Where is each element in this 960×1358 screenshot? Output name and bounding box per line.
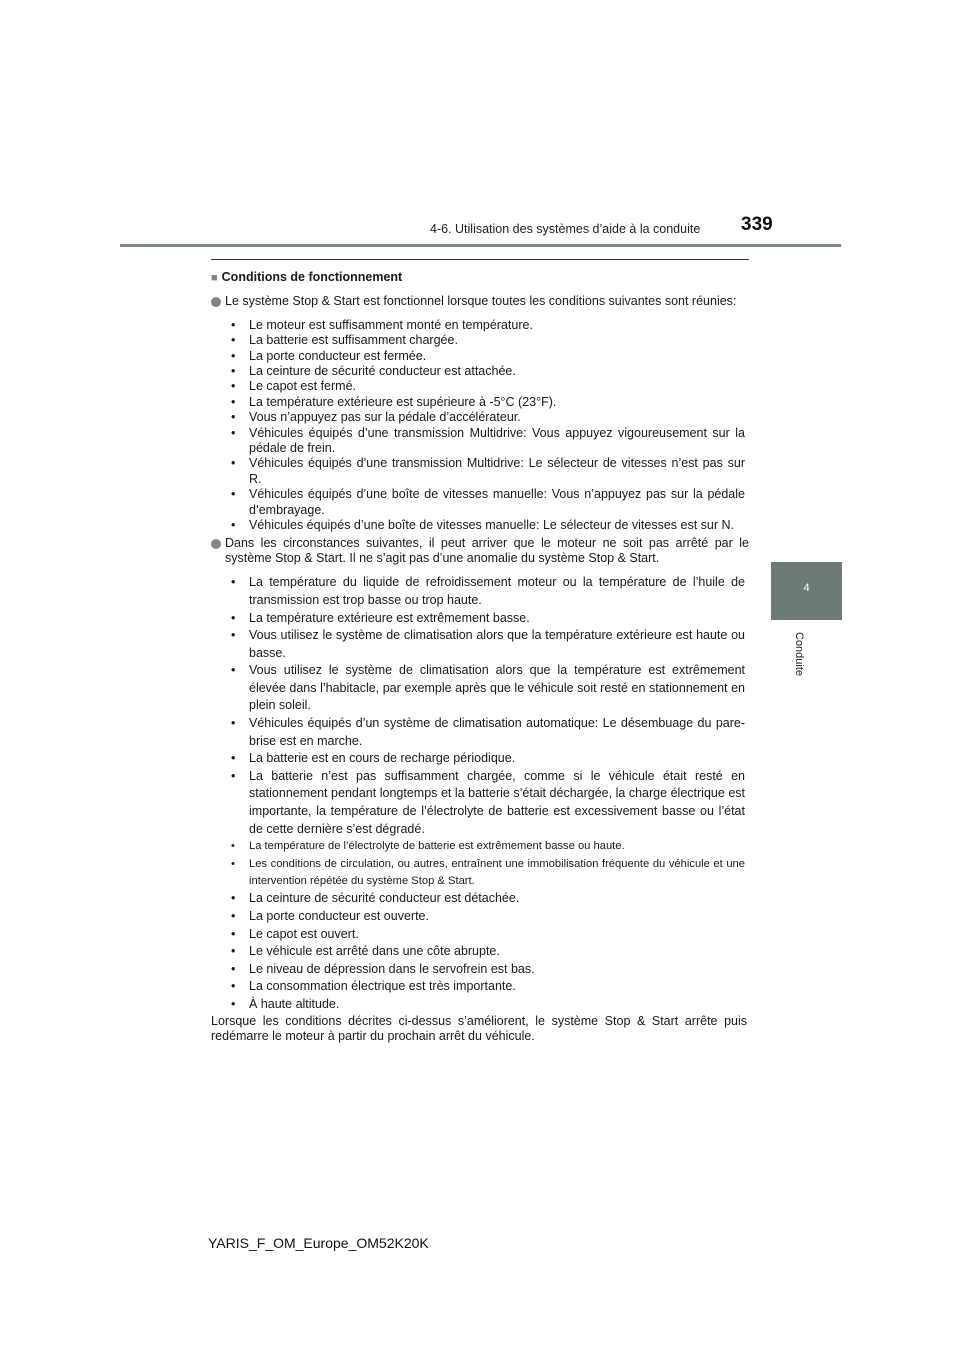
chapter-label: Conduite (793, 632, 805, 677)
list-item: • La ceinture de sécurité conducteur est attachée. (231, 364, 516, 379)
list-item: • La température du liquide de refroidissement moteur ou la température de l’huile de transmission est trop basse ou trop haute. (231, 575, 745, 607)
circle-bullet-icon (211, 539, 221, 549)
section-title: 4-6. Utilisation des systèmes d’aide à la conduite (430, 222, 701, 236)
closing-paragraph: Lorsque les conditions décrites ci-dessus s’améliorent, le système Stop & Start arrête puis redémarre le moteur à partir du prochain arrêt du véhicule. (211, 1013, 747, 1043)
chapter-number: 4 (803, 582, 810, 594)
list-item: • Véhicules équipés d’une boîte de vitesses manuelle: Vous n’appuyez pas sur la pédale d’embrayage. (231, 487, 745, 517)
list-item: • La batterie est en cours de recharge périodique. (231, 751, 516, 766)
heading-text: Conditions de fonctionnement (221, 270, 403, 284)
list-item: • La température de l’électrolyte de batterie est extrêmement basse ou haute. (231, 840, 625, 853)
exceptions-list (211, 574, 749, 1013)
chapter-tab (771, 562, 842, 620)
list-item: • Les conditions de circulation, ou autres, entraînent une immobilisation fréquente du véhicule et une intervention répétée du système Stop & Start. (231, 857, 745, 888)
list-item: • Le niveau de dépression dans le servofrein est bas. (231, 961, 535, 976)
header-rule (120, 244, 841, 247)
list-item: • Véhicules équipés d’une transmission Multidrive: Vous appuyez vigoureusement sur la pédale de frein. (231, 425, 745, 456)
paragraph-text: Dans les circonstances suivantes, il peut arriver que le moteur ne soit pas arrêté par le système Stop & Start. Il ne s’agit pas d’une anomalie du système Stop & Start. (225, 535, 749, 565)
list-item: • Vous utilisez le système de climatisation alors que la température extérieure est haute ou basse. (231, 628, 745, 660)
paragraph-conditions (211, 294, 749, 309)
list-item: • À haute altitude. (231, 997, 340, 1011)
list-item: • Le capot est fermé. (231, 379, 357, 394)
list-item: • La température extérieure est extrêmement basse. (231, 610, 530, 625)
circle-bullet-icon (211, 297, 221, 307)
paragraph-exceptions (211, 536, 749, 567)
paragraph-text: Le système Stop & Start est fonctionnel lorsque toutes les conditions suivantes sont réunies: (225, 294, 737, 309)
section-heading (211, 270, 749, 286)
list-item: • La porte conducteur est ouverte. (231, 909, 429, 924)
document-code: YARIS_F_OM_Europe_OM52K20K (208, 1235, 429, 1251)
list-item: • La batterie n’est pas suffisamment chargée, comme si le véhicule était resté en stationnement pendant longtemps et la batterie s’était déchargée, la charge électrique est importante, la température de l’électrolyte de batterie est excessivement basse ou l’état de cette dernière s’est dégradé. (231, 768, 745, 836)
list-item: • La porte conducteur est fermée. (231, 348, 427, 363)
list-item: • Véhicules équipés d’un système de climatisation automatique: Le désembuage du pare-brise est en marche. (231, 716, 745, 748)
page-number: 339 (741, 214, 773, 235)
list-item: • Le moteur est suffisamment monté en température. (231, 317, 533, 332)
list-item: • Véhicules équipés d’une boîte de vitesses manuelle: Le sélecteur de vitesses est sur N. (231, 518, 734, 533)
list-item: • La batterie est suffisamment chargée. (231, 333, 458, 348)
square-bullet-icon: ■ (211, 272, 218, 284)
list-item: • Le véhicule est arrêté dans une côte abrupte. (231, 944, 500, 959)
list-item: • Vous utilisez le système de climatisation alors que la température est extrêmement élevée dans l’habitacle, par exemple après que le véhicule soit resté en stationnement en plein soleil. (231, 663, 745, 713)
content-rule (211, 259, 749, 260)
list-item: • Véhicules équipés d’une transmission Multidrive: Le sélecteur de vitesses n’est pas sur R. (231, 456, 745, 486)
list-item: • Vous n’appuyez pas sur la pédale d’accélérateur. (231, 410, 521, 425)
list-item: • La température extérieure est supérieure à -5°C (23°F). (231, 394, 557, 409)
list-item: • La consommation électrique est très importante. (231, 979, 516, 994)
list-item: • La ceinture de sécurité conducteur est détachée. (231, 891, 520, 906)
conditions-list (211, 318, 749, 534)
main-content (211, 259, 749, 1044)
list-item: • Le capot est ouvert. (231, 926, 359, 941)
